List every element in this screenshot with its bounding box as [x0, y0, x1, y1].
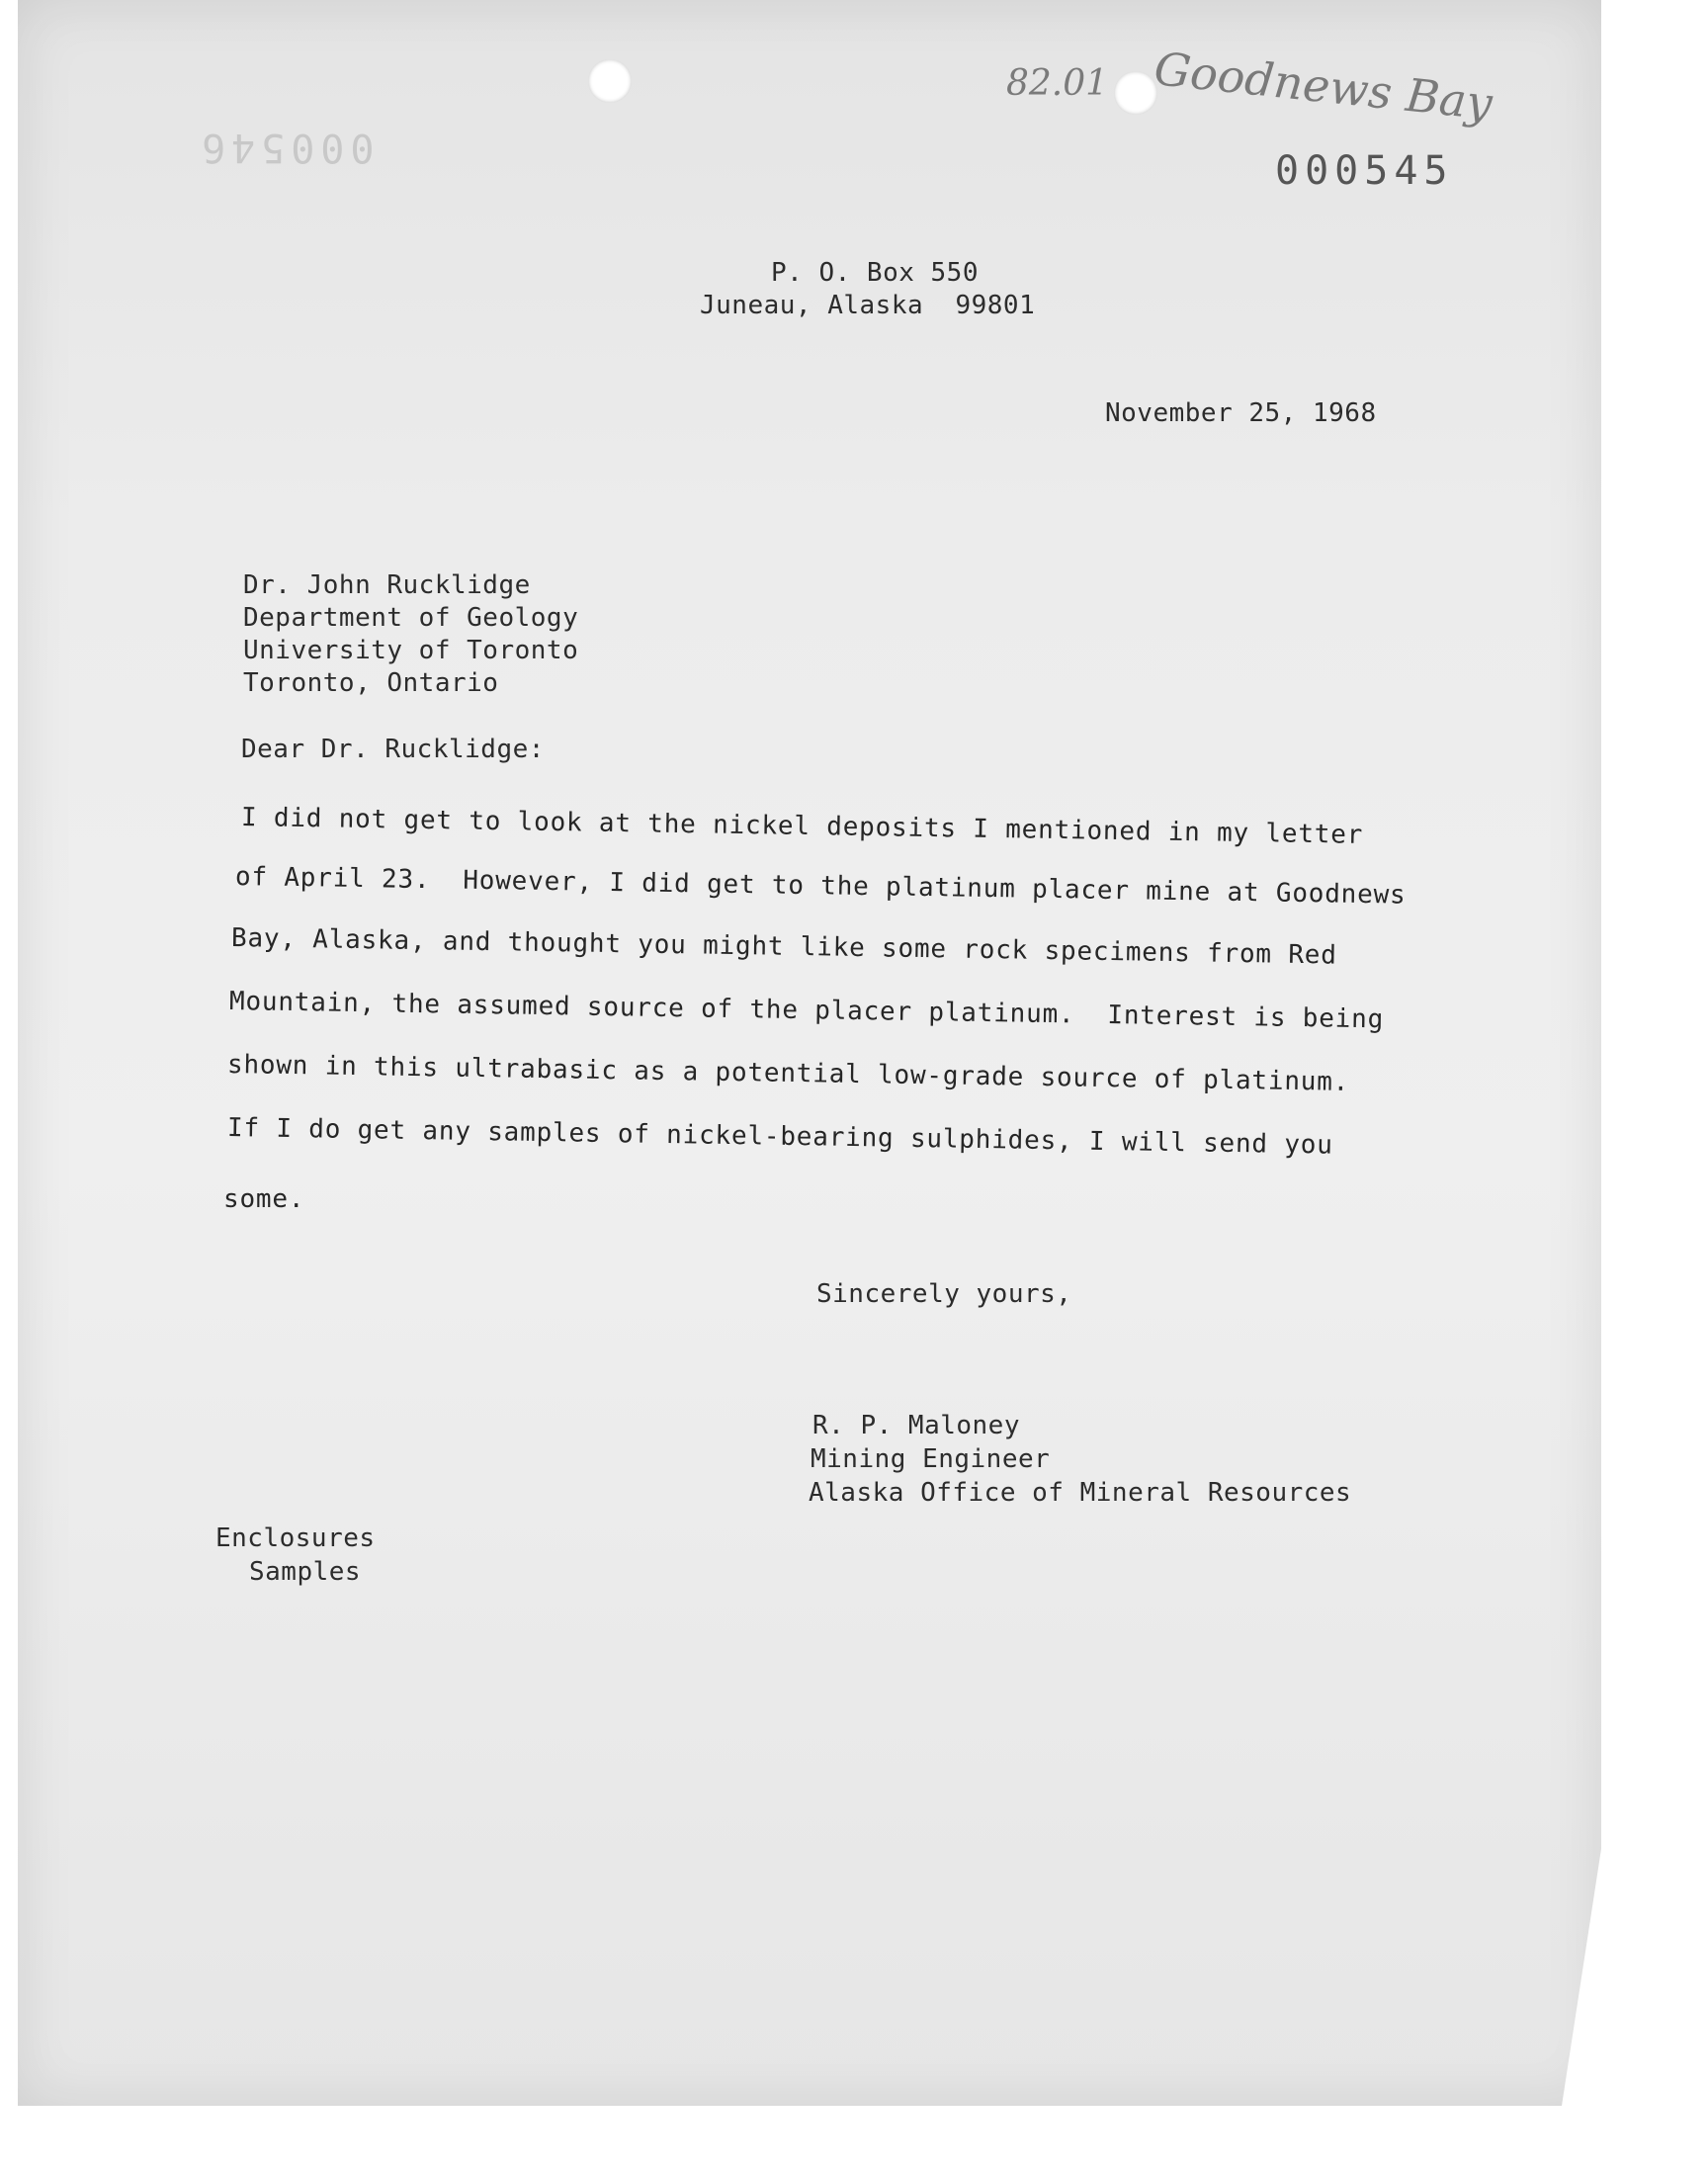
salutation: Dear Dr. Rucklidge:: [241, 735, 545, 764]
enclosures-item: Samples: [249, 1557, 362, 1587]
signature-name: R. P. Maloney: [812, 1411, 1020, 1440]
mirror-stamp: 000546: [196, 125, 375, 170]
letter-page: [18, 0, 1601, 2106]
recipient-line: University of Toronto: [243, 636, 579, 665]
letter-date: November 25, 1968: [1105, 398, 1377, 428]
body-line: some.: [223, 1184, 305, 1214]
body-line: of April 23. However, I did get to the platinum placer mine at Goodnews: [234, 862, 1407, 911]
punch-hole-left: [588, 59, 632, 103]
body-line: I did not get to look at the nickel deposits I mentioned in my letter: [240, 803, 1364, 850]
body-line: shown in this ultrabasic as a potential low-grade source of platinum.: [226, 1050, 1350, 1097]
handwritten-note: Goodnews Bay: [1152, 42, 1495, 130]
enclosures-label: Enclosures: [215, 1523, 376, 1553]
recipient-line: Dr. John Rucklidge: [243, 570, 531, 600]
letterhead-line: Juneau, Alaska 99801: [700, 291, 1036, 320]
pencil-code: 82.01: [1006, 63, 1109, 104]
closing: Sincerely yours,: [816, 1279, 1072, 1309]
folded-corner: [1562, 1849, 1601, 2106]
body-line: Bay, Alaska, and thought you might like some rock specimens from Red: [230, 923, 1337, 971]
signature-title: Mining Engineer: [811, 1444, 1051, 1474]
body-line: Mountain, the assumed source of the placer platinum. Interest is being: [228, 987, 1385, 1035]
body-line: If I do get any samples of nickel-bearing sulphides, I will send you: [226, 1113, 1333, 1161]
recipient-line: Department of Geology: [243, 603, 579, 633]
stamp-number: 000545: [1275, 148, 1454, 194]
letterhead-line: P. O. Box 550: [771, 258, 979, 288]
signature-office: Alaska Office of Mineral Resources: [809, 1478, 1352, 1508]
recipient-line: Toronto, Ontario: [243, 668, 499, 698]
